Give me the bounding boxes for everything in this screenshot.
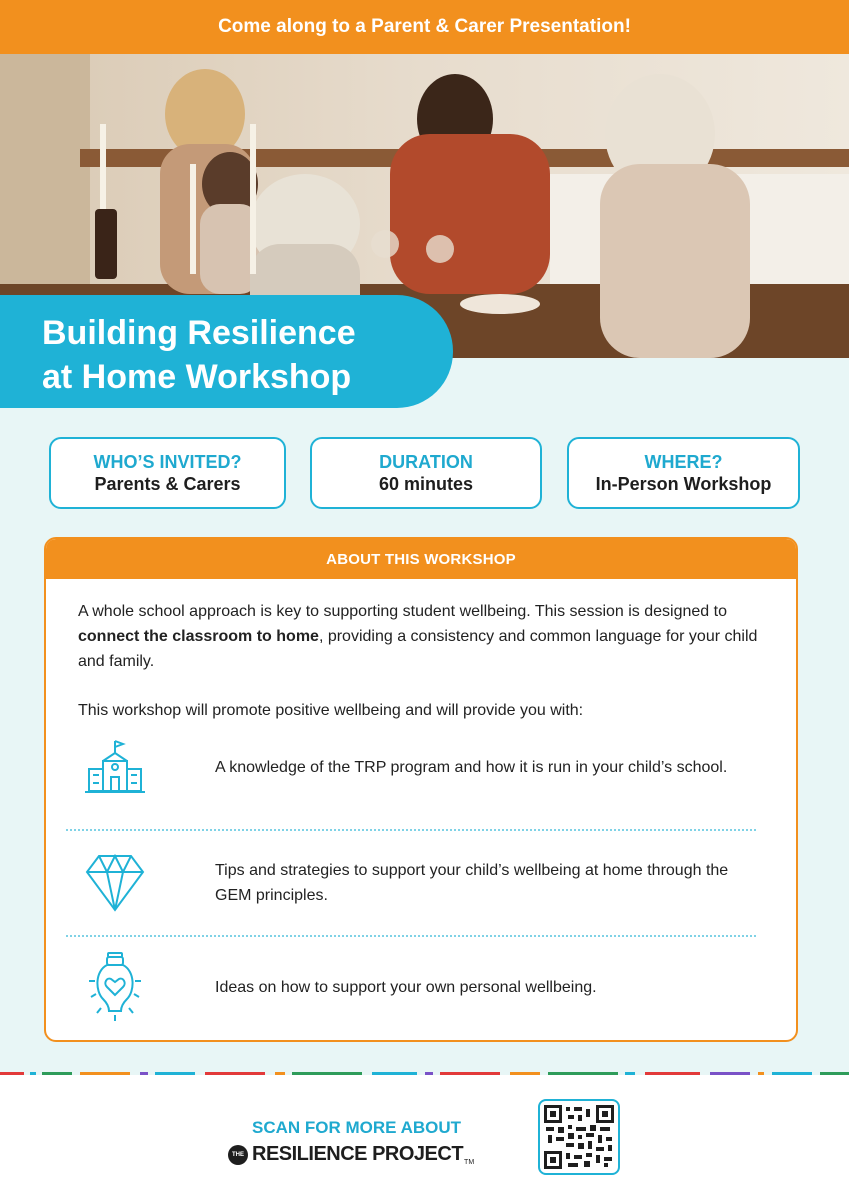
info-card-label: WHERE? xyxy=(644,452,723,472)
about-intro-text-end: , providing a consistency and common language for your child and family. xyxy=(78,628,758,670)
scan-prompt: SCAN FOR MORE ABOUT xyxy=(252,1118,462,1137)
about-lead: This workshop will promote positive wellbeing and will provide you with: xyxy=(78,702,584,719)
info-card-value: Parents & Carers xyxy=(94,474,241,494)
divider xyxy=(66,935,756,937)
benefit-text: Tips and strategies to support your child’s wellbeing at home through the GEM principles. xyxy=(215,862,729,904)
workshop-title-line-2: at Home Workshop xyxy=(42,358,352,396)
divider xyxy=(66,829,756,831)
resilience-project-logo xyxy=(228,1143,474,1166)
lightbulb-heart-icon xyxy=(66,951,163,1023)
logo-badge: THE xyxy=(228,1145,248,1165)
benefit-text: Ideas on how to support your own personal wellbeing. xyxy=(215,978,597,996)
top-banner xyxy=(0,0,849,54)
gem-icon xyxy=(66,854,163,912)
info-card-value: In-Person Workshop xyxy=(595,474,772,494)
about-intro xyxy=(78,599,766,674)
info-card-value: 60 minutes xyxy=(378,474,474,494)
about-body xyxy=(46,579,796,723)
workshop-title-line-1: Building Resilience xyxy=(42,314,356,352)
about-intro-text: A whole school approach is key to supporting student wellbeing. This session is designed to xyxy=(78,603,727,620)
info-card-label: DURATION xyxy=(379,452,473,472)
info-card-label: WHO’S INVITED? xyxy=(93,452,242,472)
school-building-icon xyxy=(66,739,163,795)
info-card-duration xyxy=(310,437,542,509)
benefit-text: A knowledge of the TRP program and how it is run in your child’s school. xyxy=(215,758,728,776)
about-heading-text: ABOUT THIS WORKSHOP xyxy=(326,550,516,568)
benefit-item xyxy=(66,854,766,912)
info-card-invited xyxy=(49,437,286,509)
about-heading xyxy=(46,539,796,579)
workshop-title-box xyxy=(0,295,453,408)
logo-wordmark: RESILIENCE PROJECT xyxy=(252,1143,464,1165)
logo-trademark: TM xyxy=(464,1159,475,1166)
about-intro-bold: connect the classroom to home xyxy=(78,628,319,645)
banner-text: Come along to a Parent & Carer Presentation! xyxy=(218,16,631,37)
info-card-where xyxy=(567,437,800,509)
benefit-item xyxy=(66,951,766,1023)
about-workshop-panel xyxy=(44,537,798,1042)
qr-code-icon[interactable] xyxy=(538,1099,620,1175)
benefit-item xyxy=(66,739,766,795)
